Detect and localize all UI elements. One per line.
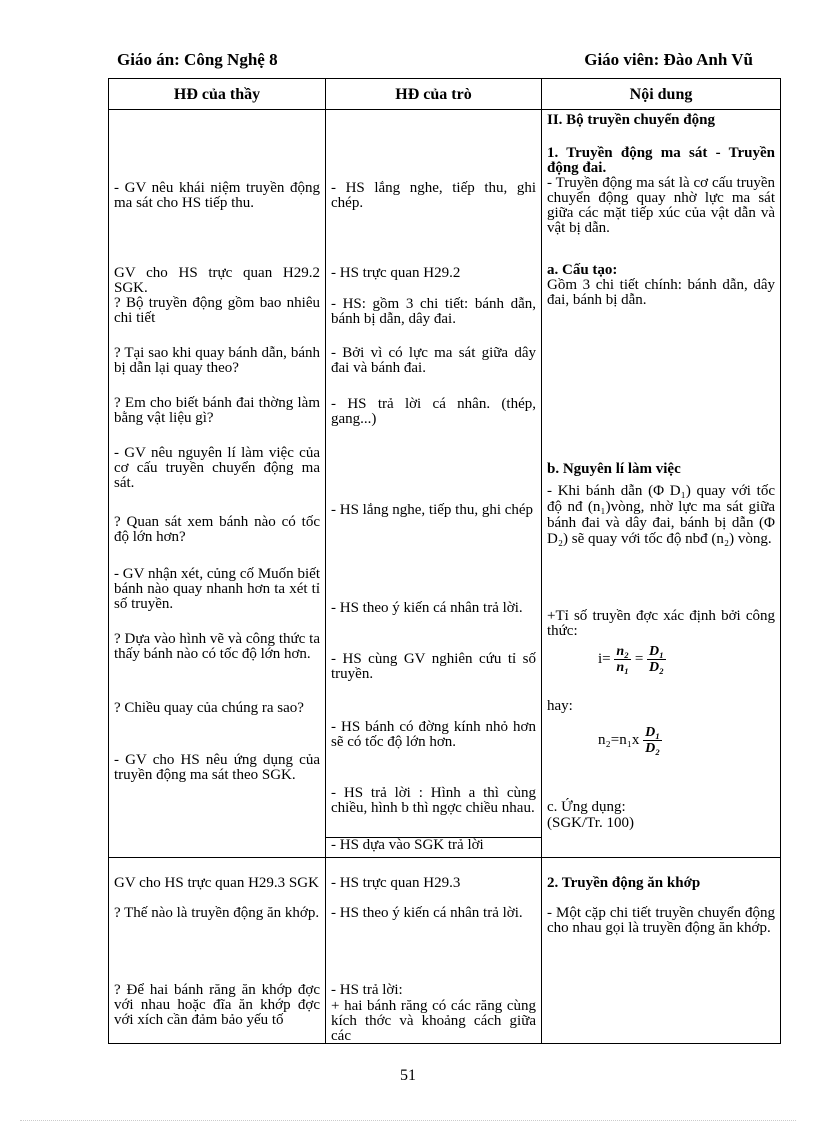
ratio-formula xyxy=(598,644,775,675)
teacher-activity: ? Quan sát xem bánh nào có tốc độ lớn hơn? xyxy=(114,514,320,545)
student-activity: + hai bánh răng có các răng cùng kích thớc và khoảng cách giữa các xyxy=(331,998,536,1044)
formula-lhs: i= xyxy=(598,650,611,667)
student-activity: - HS theo ý kiến cá nhân trả lời. xyxy=(331,600,523,616)
content-text: - Khi bánh dẫn (Φ D₁) quay với tốc độ nđ (n₁)vòng, nhờ lực ma sát giữa bánh đai và dây đai, bánh bị dẫn (Φ D₂) sẽ quay với tốc độ nbđ (n₂) vòng. xyxy=(547,483,775,547)
subsection-heading: 1. Truyền động ma sát - Truyền động đai. xyxy=(547,145,775,176)
page-number: 51 xyxy=(400,1067,416,1084)
teacher-activity: - GV nêu nguyên lí làm việc của cơ cấu truyền chuyển động ma sát. xyxy=(114,445,320,491)
fraction-d xyxy=(647,644,666,675)
fraction-denominator: n₁ xyxy=(616,660,630,675)
row1-student-cell xyxy=(326,110,542,858)
header-teacher: Giáo viên: Đào Anh Vũ xyxy=(584,50,753,69)
header-subject: Giáo án: Công Nghệ 8 xyxy=(117,50,278,69)
teacher-activity: - GV cho HS nêu ứng dụng của truyền động ma sát theo SGK. xyxy=(114,752,320,783)
teacher-activity: GV cho HS trực quan H29.3 SGK xyxy=(114,875,319,891)
content-text: - Truyền động ma sát là cơ cấu truyền chuyển động quay nhờ lực ma sát giữa các mặt tiếp xúc của vật dẫn và vật bị dẫn. xyxy=(547,175,775,236)
fraction-d xyxy=(643,725,662,756)
student-activity: - HS lắng nghe, tiếp thu, ghi chép. xyxy=(331,180,536,211)
row2-content-cell xyxy=(542,858,781,1044)
row1-teacher-cell xyxy=(109,110,326,858)
student-activity: - Bởi vì có lực ma sát giữa dây đai và bánh đai. xyxy=(331,345,536,376)
teacher-activity: ? Dựa vào hình vẽ và công thức ta thấy bánh nào có tốc độ lớn hơn. xyxy=(114,631,320,662)
lesson-table xyxy=(108,78,781,1044)
content-text: c. Ứng dụng: xyxy=(547,799,626,815)
teacher-activity: GV cho HS trực quan H29.2 SGK. xyxy=(114,265,320,296)
student-activity: - HS bánh có đờng kính nhỏ hơn sẽ có tốc độ lớn hơn. xyxy=(331,719,536,750)
col-teacher-header: HĐ của thầy xyxy=(109,79,326,110)
fraction-numerator: n₂ xyxy=(616,644,630,659)
teacher-activity: - GV nhận xét, củng cố Muốn biết bánh nào quay nhanh hơn ta xét tỉ số truyền. xyxy=(114,566,320,612)
fraction-denominator: D₂ xyxy=(645,741,661,756)
teacher-activity: ? Em cho biết bánh đai thờng làm bằng vật liệu gì? xyxy=(114,395,320,426)
fraction-n xyxy=(614,644,631,675)
student-activity: - HS trả lời : Hình a thì cùng chiều, hình b thì ngợc chiều nhau. xyxy=(331,785,536,816)
col-content-header: Nội dung xyxy=(542,79,781,110)
col-student-header: HĐ của trò xyxy=(326,79,542,110)
speed-formula xyxy=(598,725,775,756)
equals-sign: = xyxy=(634,650,644,667)
row1-content-cell xyxy=(542,110,781,858)
student-activity: - HS: gồm 3 chi tiết: bánh dẫn, bánh bị dẫn, dây đai. xyxy=(331,296,536,327)
teacher-activity: ? Bộ truyền động gồm bao nhiêu chi tiết xyxy=(114,295,320,326)
teacher-activity: ? Chiều quay của chúng ra sao? xyxy=(114,700,304,716)
section-heading: II. Bộ truyền chuyển động xyxy=(547,112,715,128)
student-activity: - HS trực quan H29.3 xyxy=(331,875,461,891)
content-text: hay: xyxy=(547,698,573,714)
subsection-heading: 2. Truyền động ăn khớp xyxy=(547,875,701,891)
student-activity: - HS lắng nghe, tiếp thu, ghi chép xyxy=(331,502,534,518)
page-edge xyxy=(20,1120,796,1121)
fraction-numerator: D₁ xyxy=(645,725,661,740)
row2-teacher-cell xyxy=(109,858,326,1044)
teacher-activity: ? Thế nào là truyền động ăn khớp. xyxy=(114,905,320,921)
student-activity: - HS trả lời cá nhân. (thép, gang...) xyxy=(331,396,536,427)
content-subheading: b. Nguyên lí làm việc xyxy=(547,461,681,477)
content-text: (SGK/Tr. 100) xyxy=(547,815,634,831)
teacher-activity: - GV nêu khái niệm truyền động ma sát cho HS tiếp thu. xyxy=(114,180,320,211)
fraction-numerator: D₁ xyxy=(649,644,665,659)
student-activity: - HS trực quan H29.2 xyxy=(331,265,461,281)
content-text: +Tỉ số truyền đợc xác định bởi công thức: xyxy=(547,608,775,639)
teacher-activity: ? Tại sao khi quay bánh dẫn, bánh bị dẫn lại quay theo? xyxy=(114,345,320,376)
student-activity: - HS cùng GV nghiên cứu tỉ số truyền. xyxy=(331,651,536,682)
content-text: Gồm 3 chi tiết chính: bánh dẫn, dây đai, bánh bị dẫn. xyxy=(547,277,775,308)
content-text: - Một cặp chi tiết truyền chuyển động cho nhau gọi là truyền động ăn khớp. xyxy=(547,905,775,936)
fraction-denominator: D₂ xyxy=(649,660,665,675)
teacher-activity: ? Để hai bánh răng ăn khớp đợc với nhau hoặc đĩa ăn khớp đợc với xích cần đảm bảo yếu tố xyxy=(114,982,320,1028)
row2-student-cell xyxy=(326,858,542,1044)
formula-lhs: n₂=n₁x xyxy=(598,731,640,748)
student-activity: - HS trả lời: xyxy=(331,982,403,998)
student-activity: - HS theo ý kiến cá nhân trả lời. xyxy=(331,905,523,921)
student-activity: - HS dựa vào SGK trả lời xyxy=(326,837,541,853)
content-subheading: a. Cấu tạo: xyxy=(547,262,618,278)
